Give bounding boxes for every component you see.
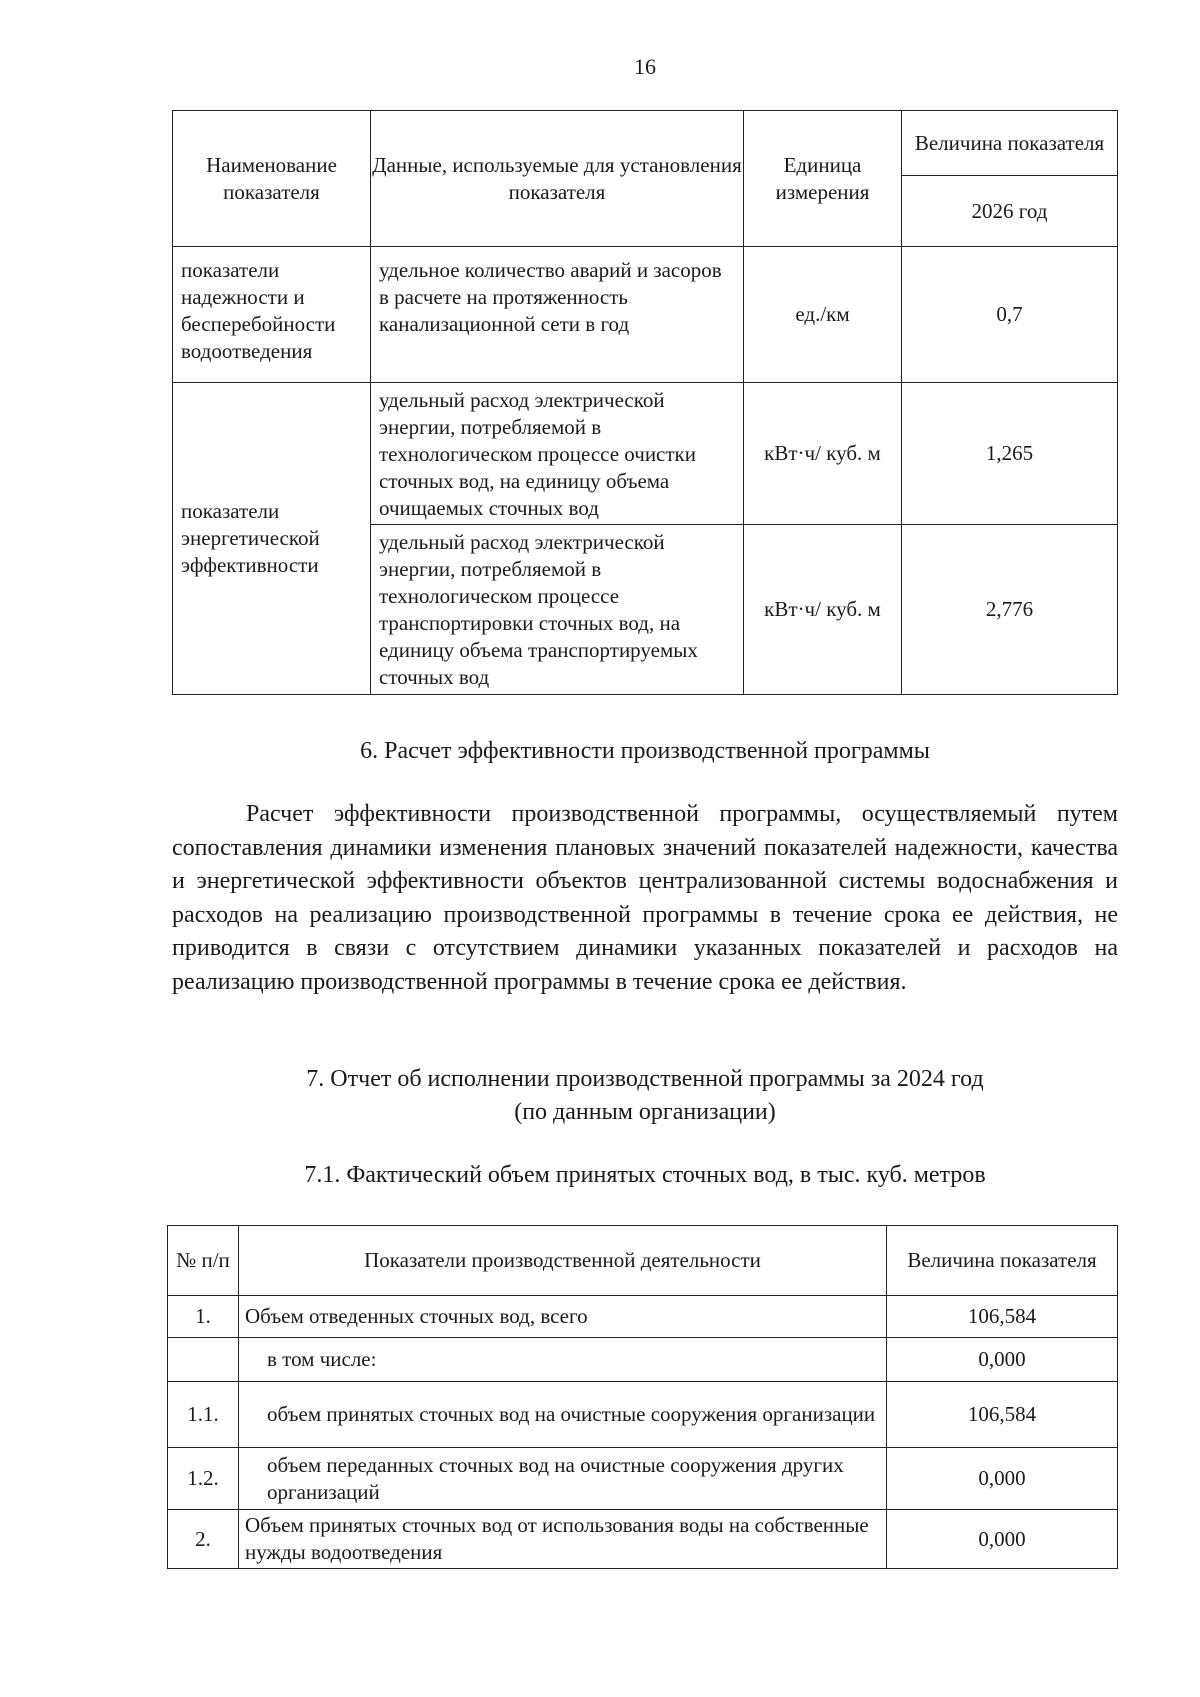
- unit-cell: ед./км: [744, 247, 902, 383]
- row-number: 1.1.: [168, 1382, 239, 1448]
- header-data-used: Данные, используемые для установления показателя: [371, 111, 744, 247]
- header-activity: Показатели производственной деятельности: [239, 1226, 887, 1296]
- row-value: 0,000: [887, 1510, 1118, 1569]
- section-heading-line: (по данным организации): [514, 1099, 776, 1125]
- table-row: [173, 247, 1118, 383]
- table-row: [168, 1448, 1118, 1510]
- section-heading-line: 7. Отчет об исполнении производственной программы за 2024 год: [306, 1066, 984, 1092]
- row-number: 2.: [168, 1510, 239, 1569]
- row-value: 0,000: [887, 1338, 1118, 1382]
- row-value: 0,000: [887, 1448, 1118, 1510]
- body-paragraph: Расчет эффективности производственной программы, осуществляемый путем сопоставления динамики изменения плановых значений показателей надежности, качества и энергетической эффективности объектов централизованной системы водоснабжения и расходов на реализацию производственной программы в течение срока ее действия, не приводится в связи с отсутствием динамики указанных показателей и расходов на реализацию производственной программы в течение срока ее действия.: [172, 801, 1118, 995]
- wastewater-volume-table: [167, 1225, 1118, 1569]
- section-heading: [170, 1063, 1120, 1129]
- data-cell: удельный расход электрической энергии, потребляемой в технологическом процессе очистки сточных вод, на единицу объема очищаемых сточных вод: [371, 383, 744, 525]
- header-unit: Единица измерения: [744, 111, 902, 247]
- row-label: в том числе:: [239, 1338, 887, 1382]
- page-number: 16: [634, 54, 656, 79]
- header-number: № п/п: [168, 1226, 239, 1296]
- row-label: объем переданных сточных вод на очистные сооружения других организаций: [239, 1448, 887, 1510]
- header-indicator-name: Наименование показателя: [173, 111, 371, 247]
- table-row: [173, 383, 1118, 525]
- row-number: 1.2.: [168, 1448, 239, 1510]
- table-row: [168, 1382, 1118, 1448]
- data-cell: удельный расход электрической энергии, потребляемой в технологическом процессе транспортировки сточных вод, на единицу объема транспортируемых сточных вод: [371, 525, 744, 695]
- row-value: 106,584: [887, 1296, 1118, 1338]
- header-value: Величина показателя: [902, 111, 1118, 176]
- section-heading: 6. Расчет эффективности производственной программы: [360, 738, 930, 764]
- row-label: Объем отведенных сточных вод, всего: [239, 1296, 887, 1338]
- row-number: [168, 1338, 239, 1382]
- row-number: 1.: [168, 1296, 239, 1338]
- value-cell: 2,776: [902, 525, 1118, 695]
- subsection-heading: 7.1. Фактический объем принятых сточных вод, в тыс. куб. метров: [304, 1162, 986, 1188]
- unit-cell: кВт·ч/ куб. м: [744, 525, 902, 695]
- category-cell: показатели надежности и бесперебойности водоотведения: [173, 247, 371, 383]
- value-cell: 0,7: [902, 247, 1118, 383]
- table-row: [168, 1296, 1118, 1338]
- table-row: [168, 1510, 1118, 1569]
- data-cell: удельное количество аварий и засоров в расчете на протяженность канализационной сети в год: [371, 247, 744, 383]
- category-cell: показатели энергетической эффективности: [173, 383, 371, 695]
- unit-cell: кВт·ч/ куб. м: [744, 383, 902, 525]
- row-label: объем принятых сточных вод на очистные сооружения организации: [239, 1382, 887, 1448]
- row-value: 106,584: [887, 1382, 1118, 1448]
- indicators-table: [172, 110, 1118, 695]
- header-year: 2026 год: [902, 176, 1118, 247]
- table-row: [168, 1338, 1118, 1382]
- header-value: Величина показателя: [887, 1226, 1118, 1296]
- value-cell: 1,265: [902, 383, 1118, 525]
- row-label: Объем принятых сточных вод от использования воды на собственные нужды водоотведения: [239, 1510, 887, 1569]
